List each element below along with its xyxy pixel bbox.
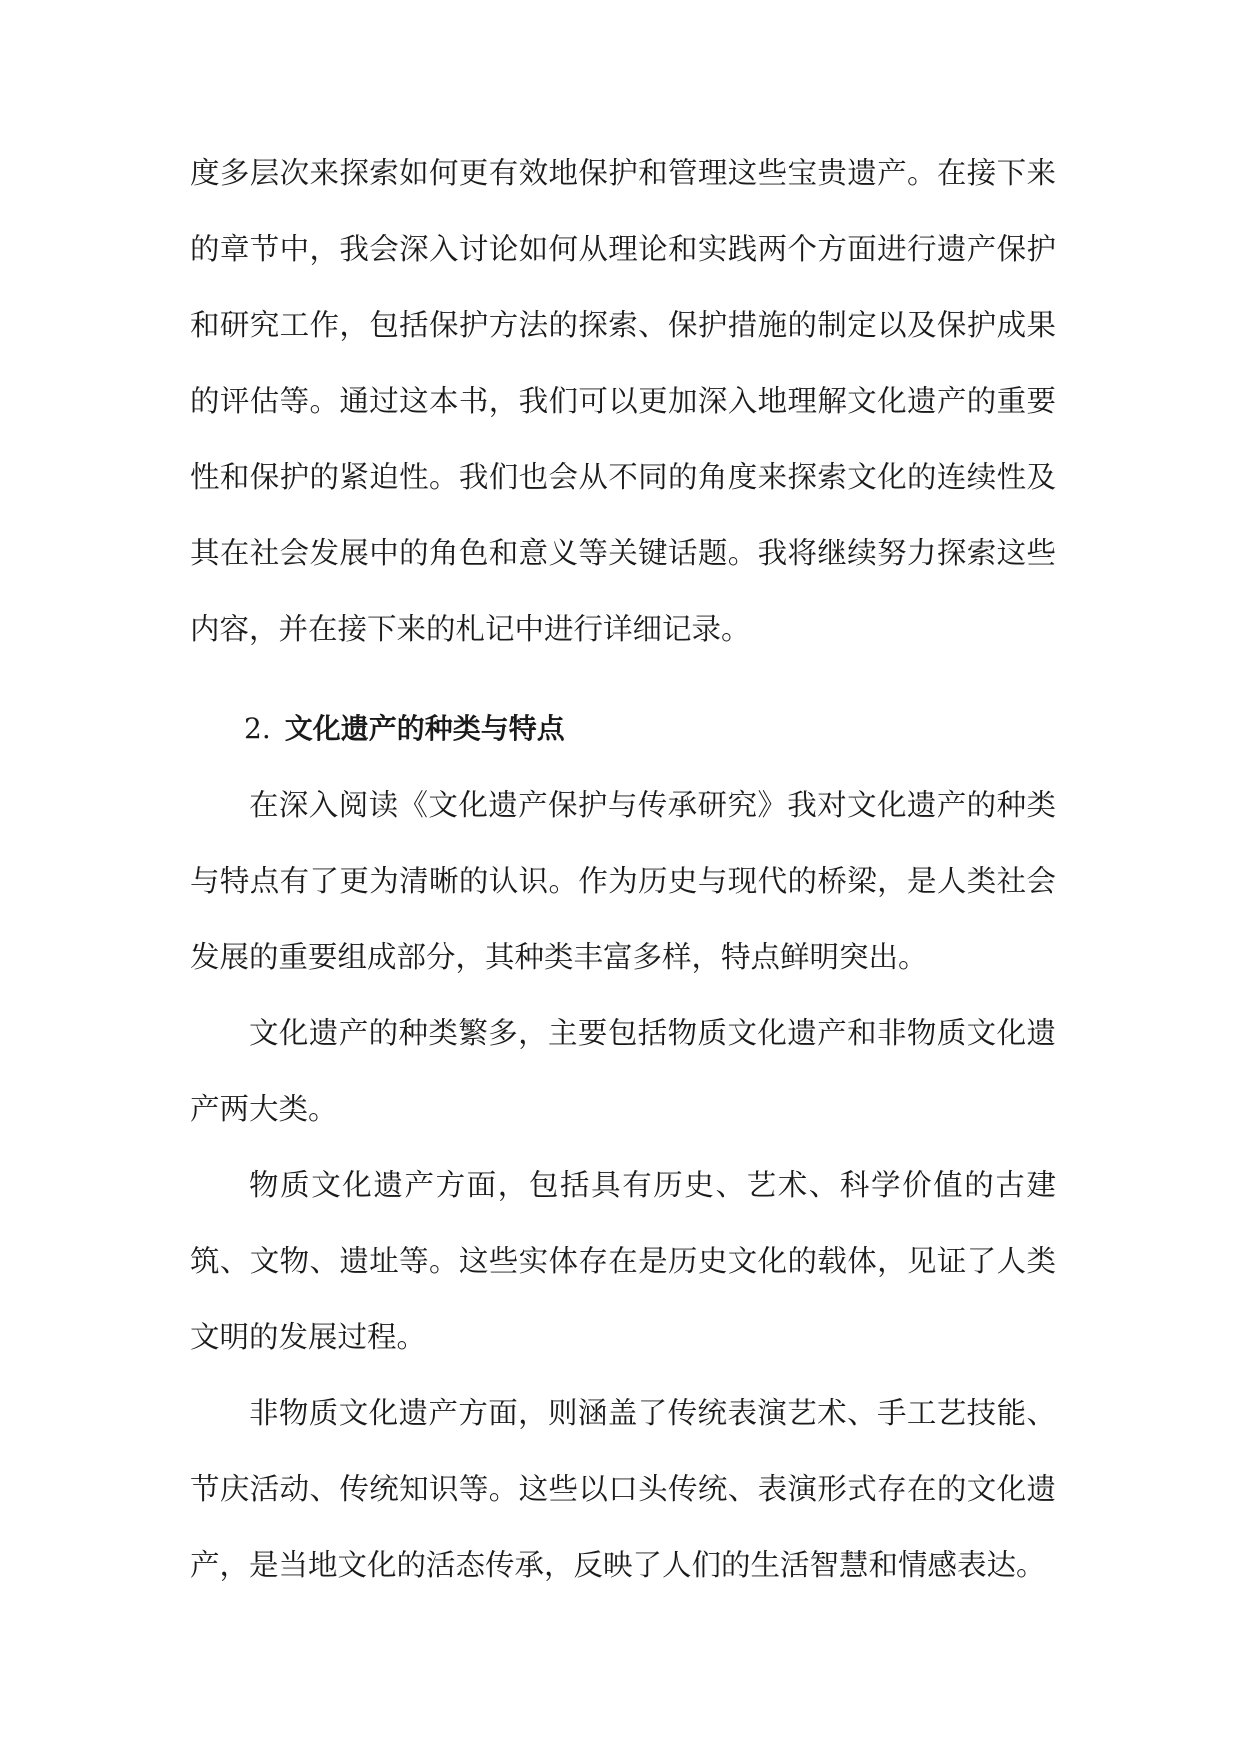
paragraph: 在深入阅读《文化遗产保护与传承研究》我对文化遗产的种类与特点有了更为清晰的认识。作为历史与现代的桥梁，是人类社会发展的重要组成部分，其种类丰富多样，特点鲜明突出。 [190, 788, 1056, 974]
section-number: 2. [244, 712, 271, 745]
section-heading [190, 691, 1056, 767]
paragraph: 物质文化遗产方面，包括具有历史、艺术、科学价值的古建筑、文物、遗址等。这些实体存在是历史文化的载体，见证了人类文明的发展过程。 [190, 1168, 1056, 1354]
paragraph: 非物质文化遗产方面，则涵盖了传统表演艺术、手工艺技能、节庆活动、传统知识等。这些以口头传统、表演形式存在的文化遗产，是当地文化的活态传承，反映了人们的生活智慧和情感表达。 [190, 1396, 1056, 1582]
paragraph-continued: 度多层次来探索如何更有效地保护和管理这些宝贵遗产。在接下来的章节中，我会深入讨论如何从理论和实践两个方面进行遗产保护和研究工作，包括保护方法的探索、保护措施的制定以及保护成果的评估等。通过这本书，我们可以更加深入地理解文化遗产的重要性和保护的紧迫性。我们也会从不同的角度来探索文化的连续性及其在社会发展中的角色和意义等关键话题。我将继续努力探索这些内容，并在接下来的札记中进行详细记录。 [190, 156, 1056, 646]
paragraph: 文化遗产的种类繁多，主要包括物质文化遗产和非物质文化遗产两大类。 [190, 1016, 1056, 1126]
document-page [190, 135, 1056, 1603]
section-title: 文化遗产的种类与特点 [284, 712, 565, 745]
